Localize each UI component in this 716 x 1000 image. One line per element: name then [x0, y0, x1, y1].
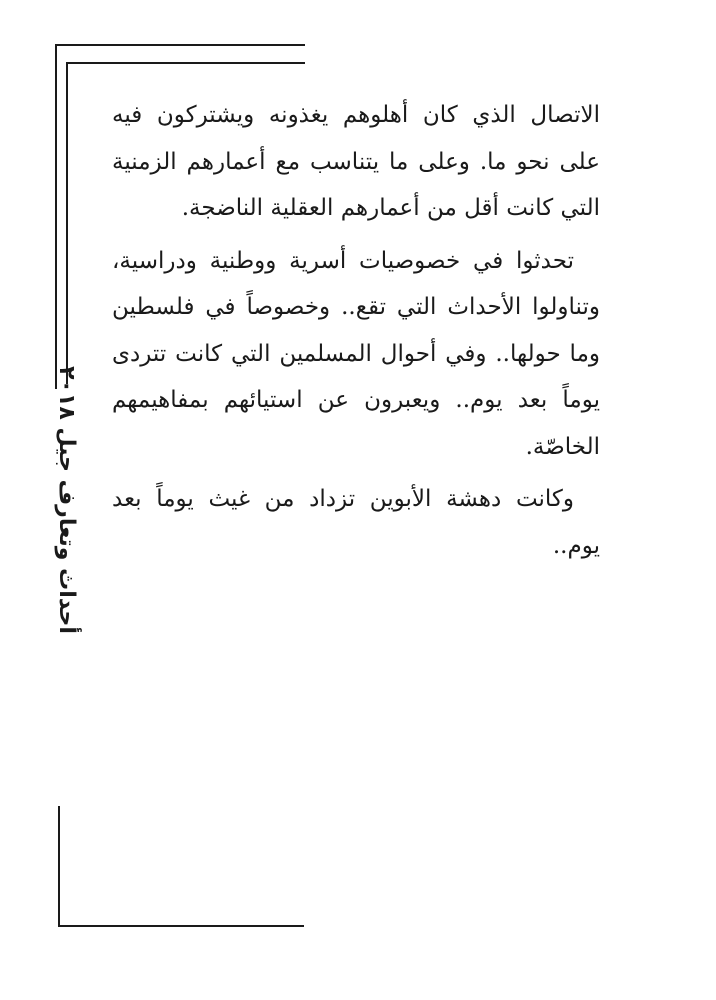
paragraph-2: تحدثوا في خصوصيات أسرية ووطنية ودراسية، وتناولوا الأحداث التي تقع.. وخصوصاً في فلسطين وما حولها.. وفي أحوال المسلمين التي كانت تتردى يوماً بعد يوم.. ويعبرون عن استيائهم بمفاهيمهم الخاصّة.: [112, 247, 600, 460]
frame-top-inner-rule: [66, 62, 305, 64]
running-header-vertical: أحداث وتعارف جيل ٢٠١٨: [54, 366, 79, 634]
frame-left-outer-rule: [55, 44, 57, 389]
frame-left-inner-rule: [66, 62, 68, 384]
page-body: [112, 92, 600, 575]
frame-bottom-rule: [58, 925, 304, 927]
frame-bottom-left-rule: [58, 806, 60, 927]
paragraph-3: وكانت دهشة الأبوين تزداد من غيث يوماً بعد يوم..: [112, 486, 600, 559]
paragraph-1: الاتصال الذي كان أهلوهم يغذونه ويشتركون فيه على نحو ما. وعلى ما يتناسب مع أعمارهم الزمنية التي كانت أقل من أعمارهم العقلية الناضجة.: [112, 102, 600, 221]
frame-top-outer-rule: [55, 44, 305, 46]
